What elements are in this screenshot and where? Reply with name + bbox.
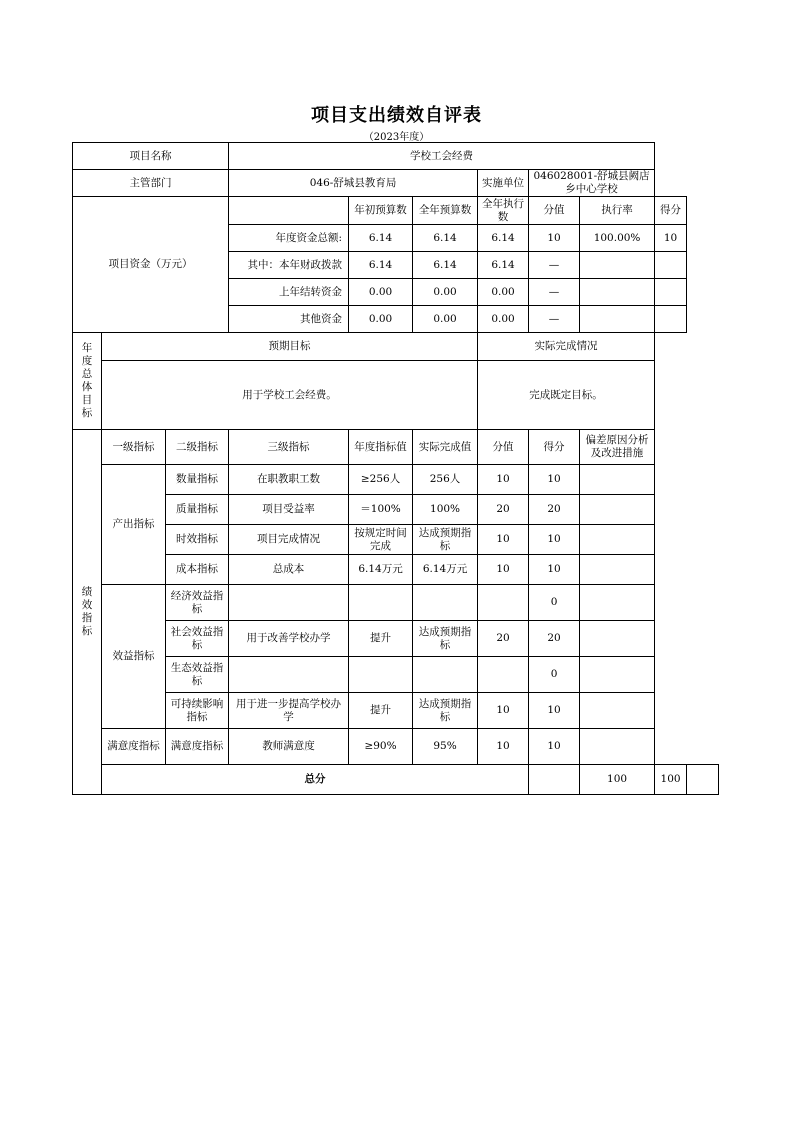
funds-row-label: 上年结转资金	[229, 279, 349, 306]
actual-value: 6.14万元	[413, 555, 478, 585]
level3-indicator	[229, 585, 349, 621]
actual-goal-label: 实际完成情况	[478, 333, 655, 361]
funds-row-label: 年度资金总额:	[229, 225, 349, 252]
funds-header-row	[73, 197, 719, 225]
indicator-row	[73, 465, 719, 495]
funds-cell	[655, 279, 687, 306]
deviation-note	[580, 555, 655, 585]
funds-header-cell: 全年预算数	[413, 197, 478, 225]
indicator-row	[73, 729, 719, 765]
project-name-value: 学校工会经费	[229, 143, 655, 170]
page-title: 项目支出绩效自评表	[311, 105, 482, 126]
funds-header-cell: 全年执行数	[478, 197, 529, 225]
funds-label: 项目资金（万元）	[73, 197, 229, 333]
planned-goal-label: 预期目标	[102, 333, 478, 361]
deviation-note	[580, 621, 655, 657]
target-value	[349, 657, 413, 693]
level3-indicator: 项目受益率	[229, 495, 349, 525]
deviation-note	[580, 693, 655, 729]
department-row	[73, 170, 719, 197]
goals-content-row	[73, 361, 719, 430]
level2-indicator: 社会效益指标	[166, 621, 229, 657]
project-name-row	[73, 143, 719, 170]
funds-row-label: 其他资金	[229, 306, 349, 333]
funds-cell: 6.14	[349, 252, 413, 279]
score-value: 0	[529, 657, 580, 693]
funds-cell: 0.00	[413, 306, 478, 333]
target-value: 提升	[349, 693, 413, 729]
funds-cell: 0.00	[349, 306, 413, 333]
level3-indicator: 项目完成情况	[229, 525, 349, 555]
score-value: 10	[529, 465, 580, 495]
funds-cell: 100.00%	[580, 225, 655, 252]
target-value: 提升	[349, 621, 413, 657]
deviation-note	[580, 495, 655, 525]
weight-value: 10	[478, 693, 529, 729]
score-value: 10	[529, 525, 580, 555]
indicator-row	[73, 555, 719, 585]
indicators-header-cell: 年度指标值	[349, 430, 413, 465]
score-value: 10	[529, 693, 580, 729]
deviation-note	[580, 729, 655, 765]
funds-cell	[580, 306, 655, 333]
funds-cell: 10	[655, 225, 687, 252]
funds-cell	[655, 252, 687, 279]
weight-value	[478, 585, 529, 621]
target-value: ≥256人	[349, 465, 413, 495]
score-value: 0	[529, 585, 580, 621]
level1-indicator: 效益指标	[102, 585, 166, 729]
indicators-header-cell: 二级指标	[166, 430, 229, 465]
project-name-label: 项目名称	[73, 143, 229, 170]
funds-cell: 10	[529, 225, 580, 252]
total-score: 100	[655, 765, 687, 795]
actual-value: 达成预期指标	[413, 525, 478, 555]
planned-goal-text: 用于学校工会经费。	[102, 361, 478, 430]
funds-cell: 6.14	[478, 225, 529, 252]
indicator-row	[73, 621, 719, 657]
weight-value	[478, 657, 529, 693]
score-value: 20	[529, 495, 580, 525]
target-value: ≥90%	[349, 729, 413, 765]
total-row	[73, 765, 719, 795]
funds-header-cell: 得分	[655, 197, 687, 225]
funds-cell: 0.00	[478, 279, 529, 306]
funds-cell: 0.00	[478, 306, 529, 333]
actual-goal-text: 完成既定目标。	[478, 361, 655, 430]
target-value: 按规定时间完成	[349, 525, 413, 555]
funds-header-cell: 执行率	[580, 197, 655, 225]
indicators-header-cell: 实际完成值	[413, 430, 478, 465]
total-blank	[529, 765, 580, 795]
indicator-row	[73, 693, 719, 729]
evaluation-table	[72, 142, 719, 795]
actual-value: 达成预期指标	[413, 693, 478, 729]
level1-indicator: 满意度指标	[102, 729, 166, 765]
level2-indicator: 生态效益指标	[166, 657, 229, 693]
funds-cell: —	[529, 252, 580, 279]
indicators-header-cell: 三级指标	[229, 430, 349, 465]
funds-cell: 6.14	[349, 225, 413, 252]
weight-value: 20	[478, 495, 529, 525]
level2-indicator: 数量指标	[166, 465, 229, 495]
level2-indicator: 质量指标	[166, 495, 229, 525]
funds-cell: 6.14	[413, 225, 478, 252]
weight-value: 10	[478, 555, 529, 585]
weight-value: 20	[478, 621, 529, 657]
level2-indicator: 成本指标	[166, 555, 229, 585]
indicators-header-cell: 分值	[478, 430, 529, 465]
total-label: 总分	[102, 765, 529, 795]
indicator-row	[73, 525, 719, 555]
indicators-header-cell: 偏差原因分析及改进措施	[580, 430, 655, 465]
funds-cell: —	[529, 306, 580, 333]
funds-cell: —	[529, 279, 580, 306]
implementer-value: 046028001-舒城县阙店乡中心学校	[529, 170, 655, 197]
actual-value	[413, 657, 478, 693]
indicators-header-cell: 得分	[529, 430, 580, 465]
level3-indicator: 总成本	[229, 555, 349, 585]
weight-value: 10	[478, 465, 529, 495]
indicator-row	[73, 657, 719, 693]
target-value	[349, 585, 413, 621]
funds-cell: 6.14	[478, 252, 529, 279]
level2-indicator: 时效指标	[166, 525, 229, 555]
score-value: 10	[529, 555, 580, 585]
indicators-header-row	[73, 430, 719, 465]
funds-row-label: 其中：本年财政拨款	[229, 252, 349, 279]
indicator-row	[73, 585, 719, 621]
level3-indicator	[229, 657, 349, 693]
deviation-note	[580, 465, 655, 495]
level2-indicator: 经济效益指标	[166, 585, 229, 621]
score-value: 10	[529, 729, 580, 765]
funds-cell	[655, 306, 687, 333]
implementer-label: 实施单位	[478, 170, 529, 197]
total-value: 100	[580, 765, 655, 795]
weight-value: 10	[478, 525, 529, 555]
level3-indicator: 用于改善学校办学	[229, 621, 349, 657]
deviation-note	[580, 525, 655, 555]
goals-header-row	[73, 333, 719, 361]
level3-indicator: 教师满意度	[229, 729, 349, 765]
indicator-row	[73, 495, 719, 525]
year-subtitle: （2023年度）	[363, 132, 430, 143]
indicators-label: 绩 效 指 标	[73, 430, 102, 795]
actual-value: 达成预期指标	[413, 621, 478, 657]
level2-indicator: 可持续影响指标	[166, 693, 229, 729]
target-value: ＝100%	[349, 495, 413, 525]
funds-cell: 0.00	[413, 279, 478, 306]
level3-indicator: 用于进一步提高学校办学	[229, 693, 349, 729]
funds-header-blank	[229, 197, 349, 225]
funds-cell	[580, 279, 655, 306]
total-note	[687, 765, 719, 795]
level1-indicator: 产出指标	[102, 465, 166, 585]
actual-value: 256人	[413, 465, 478, 495]
goals-label: 年 度 总 体 目 标	[73, 333, 102, 430]
score-value: 20	[529, 621, 580, 657]
indicators-header-cell: 一级指标	[102, 430, 166, 465]
weight-value: 10	[478, 729, 529, 765]
funds-cell: 6.14	[413, 252, 478, 279]
actual-value: 100%	[413, 495, 478, 525]
level2-indicator: 满意度指标	[166, 729, 229, 765]
actual-value	[413, 585, 478, 621]
funds-cell	[580, 252, 655, 279]
funds-header-cell: 年初预算数	[349, 197, 413, 225]
actual-value: 95%	[413, 729, 478, 765]
deviation-note	[580, 585, 655, 621]
deviation-note	[580, 657, 655, 693]
department-label: 主管部门	[73, 170, 229, 197]
target-value: 6.14万元	[349, 555, 413, 585]
department-value: 046-舒城县教育局	[229, 170, 478, 197]
funds-header-cell: 分值	[529, 197, 580, 225]
funds-cell: 0.00	[349, 279, 413, 306]
level3-indicator: 在职教职工数	[229, 465, 349, 495]
